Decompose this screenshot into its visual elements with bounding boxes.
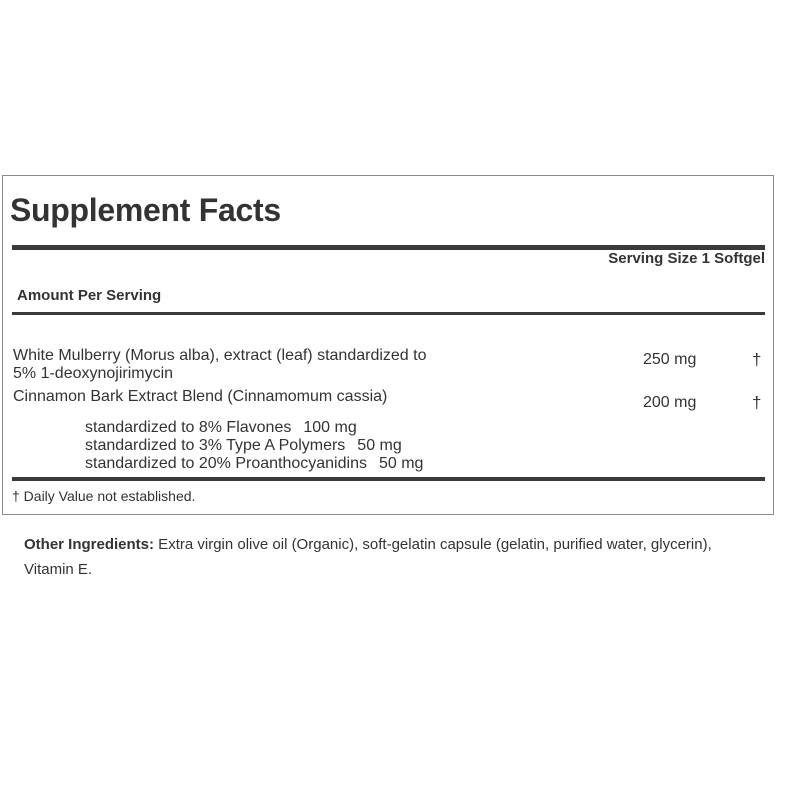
sub-item-label: standardized to 3% Type A Polymers [85, 437, 346, 454]
ingredient-name-line: Cinnamon Bark Extract Blend (Cinnamomum cassia) [13, 388, 388, 405]
amount-per-serving-header: Amount Per Serving [17, 287, 162, 304]
other-ingredients [24, 532, 764, 582]
ingredient-amount: 200 mg [643, 394, 697, 411]
header-divider [12, 312, 765, 315]
daily-value-dagger: † [752, 350, 762, 369]
ingredient-amount: 250 mg [643, 351, 697, 368]
ingredient-name-line: 5% 1-deoxynojirimycin [13, 365, 174, 382]
sub-item-label: standardized to 20% Proanthocyanidins [85, 455, 367, 472]
sub-item-amount: 50 mg [357, 437, 402, 454]
sub-item [85, 419, 423, 437]
sub-item-amount: 100 mg [303, 419, 357, 436]
cinnamon-sub-items [85, 419, 423, 473]
other-ingredients-text: Extra virgin olive oil (Organic), soft-gelatin capsule (gelatin, purified water, glycerin), Vitamin E. [24, 536, 712, 578]
other-ingredients-label: Other Ingredients: [24, 536, 155, 553]
ingredient-name-line: White Mulberry (Morus alba), extract (leaf) standardized to [13, 347, 427, 364]
ingredient-row-white-mulberry [13, 347, 426, 383]
panel-title: Supplement Facts [10, 192, 281, 228]
sub-item-amount: 50 mg [378, 455, 424, 472]
ingredient-row-cinnamon-bark [13, 388, 387, 406]
sub-item [85, 437, 423, 455]
sub-item [85, 455, 423, 473]
footnote: † Daily Value not established. [12, 488, 196, 504]
serving-size: Serving Size 1 Softgel [608, 250, 765, 267]
sub-item-label: standardized to 8% Flavones [85, 419, 292, 436]
footer-divider [12, 477, 765, 481]
daily-value-dagger: † [752, 393, 762, 412]
